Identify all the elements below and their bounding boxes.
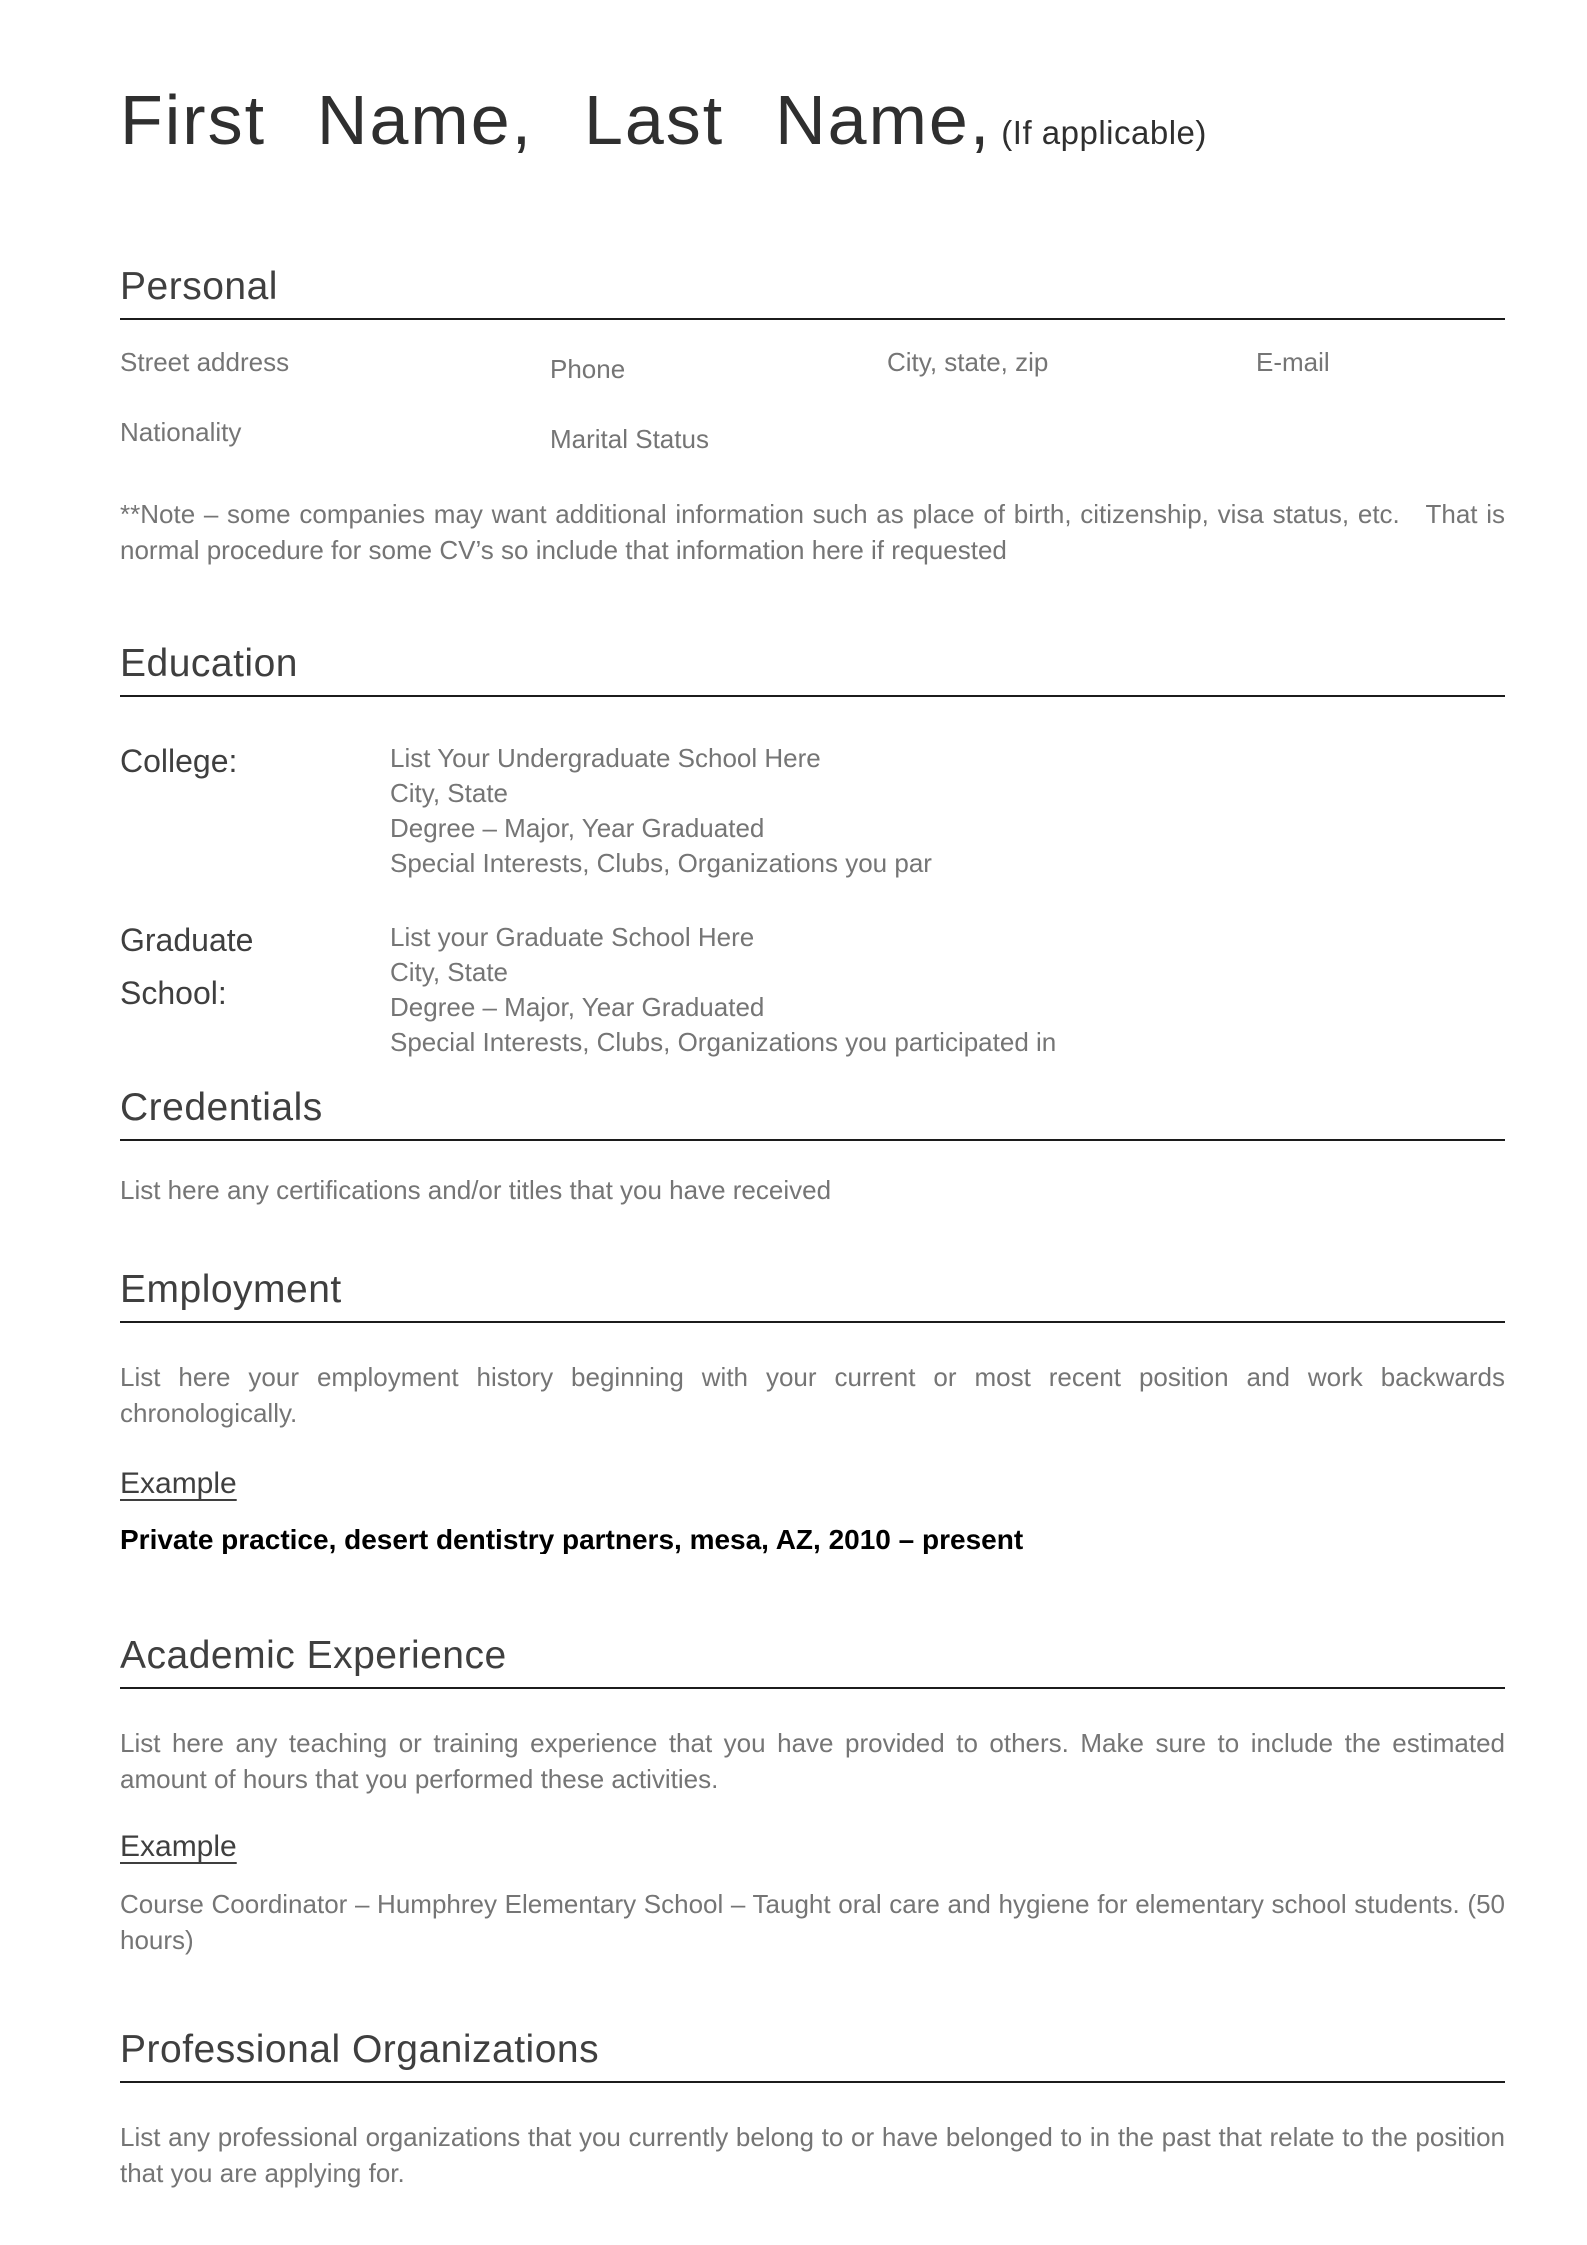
section-employment bbox=[120, 1266, 1505, 1554]
field-street-address: Street address bbox=[120, 347, 290, 377]
employment-example-label: Example bbox=[120, 1467, 237, 1500]
field-nationality: Nationality bbox=[120, 417, 242, 447]
graduate-line: Degree – Major, Year Graduated bbox=[390, 992, 765, 1022]
field-city-state-zip: City, state, zip bbox=[887, 347, 1049, 377]
personal-heading: Personal bbox=[120, 265, 278, 308]
personal-section-rule bbox=[120, 263, 1505, 320]
graduate-school-label: Graduate School: bbox=[120, 922, 254, 1011]
education-college-block bbox=[120, 741, 1505, 881]
academic-section-rule bbox=[120, 1632, 1505, 1689]
section-professional-organizations bbox=[120, 2026, 1505, 2191]
section-academic-experience bbox=[120, 1632, 1505, 1958]
education-graduate-block bbox=[120, 920, 1505, 1060]
academic-experience-body: List here any teaching or training experience that you have provided to others. Make sure to include the estimated amount of hours that you performed these activities. bbox=[120, 1728, 1505, 1794]
field-email: E-mail bbox=[1256, 347, 1330, 377]
graduate-line: Special Interests, Clubs, Organizations you participated in bbox=[390, 1027, 1057, 1057]
academic-example-entry: Course Coordinator – Humphrey Elementary School – Taught oral care and hygiene for elementary school students. (50 hours) bbox=[120, 1889, 1505, 1955]
field-phone: Phone bbox=[550, 354, 626, 384]
college-line: Degree – Major, Year Graduated bbox=[390, 813, 765, 843]
education-heading: Education bbox=[120, 642, 298, 685]
title-name: First Name, Last Name, bbox=[120, 81, 992, 159]
college-label: College: bbox=[120, 743, 238, 779]
professional-organizations-body: List any professional organizations that you currently belong to or have belonged to in the past that relate to the position that you are applying for. bbox=[120, 2122, 1505, 2188]
page-title bbox=[120, 78, 1505, 175]
graduate-school-lines bbox=[390, 920, 1505, 1060]
employment-body: List here your employment history beginning with your current or most recent position and work backwards chronologically. bbox=[120, 1362, 1505, 1428]
employment-example-entry: Private practice, desert dentistry partners, mesa, AZ, 2010 – present bbox=[120, 1524, 1024, 1554]
college-lines bbox=[390, 741, 1505, 881]
graduate-line: List your Graduate School Here bbox=[390, 922, 755, 952]
section-credentials bbox=[120, 1084, 1505, 1208]
college-line: List Your Undergraduate School Here bbox=[390, 743, 821, 773]
college-line: Special Interests, Clubs, Organizations you par bbox=[390, 848, 932, 878]
credentials-heading: Credentials bbox=[120, 1086, 323, 1129]
education-section-rule bbox=[120, 640, 1505, 697]
field-marital-status: Marital Status bbox=[550, 424, 709, 454]
personal-fields bbox=[120, 346, 1505, 454]
employment-section-rule bbox=[120, 1266, 1505, 1323]
section-education bbox=[120, 640, 1505, 1060]
credentials-section-rule bbox=[120, 1084, 1505, 1141]
college-line: City, State bbox=[390, 778, 509, 808]
title-suffix: (If applicable) bbox=[1001, 114, 1207, 151]
section-personal bbox=[120, 263, 1513, 568]
graduate-line: City, State bbox=[390, 957, 509, 987]
personal-note: **Note – some companies may want additional information such as place of birth, citizenship, visa status, etc. That is normal procedure for some CV’s so include that information here if requested bbox=[120, 499, 1513, 565]
academic-experience-heading: Academic Experience bbox=[120, 1634, 507, 1677]
professional-section-rule bbox=[120, 2026, 1505, 2083]
academic-example-label: Example bbox=[120, 1830, 237, 1863]
professional-organizations-heading: Professional Organizations bbox=[120, 2028, 600, 2071]
employment-heading: Employment bbox=[120, 1268, 342, 1311]
credentials-body: List here any certifications and/or titles that you have received bbox=[120, 1175, 832, 1205]
